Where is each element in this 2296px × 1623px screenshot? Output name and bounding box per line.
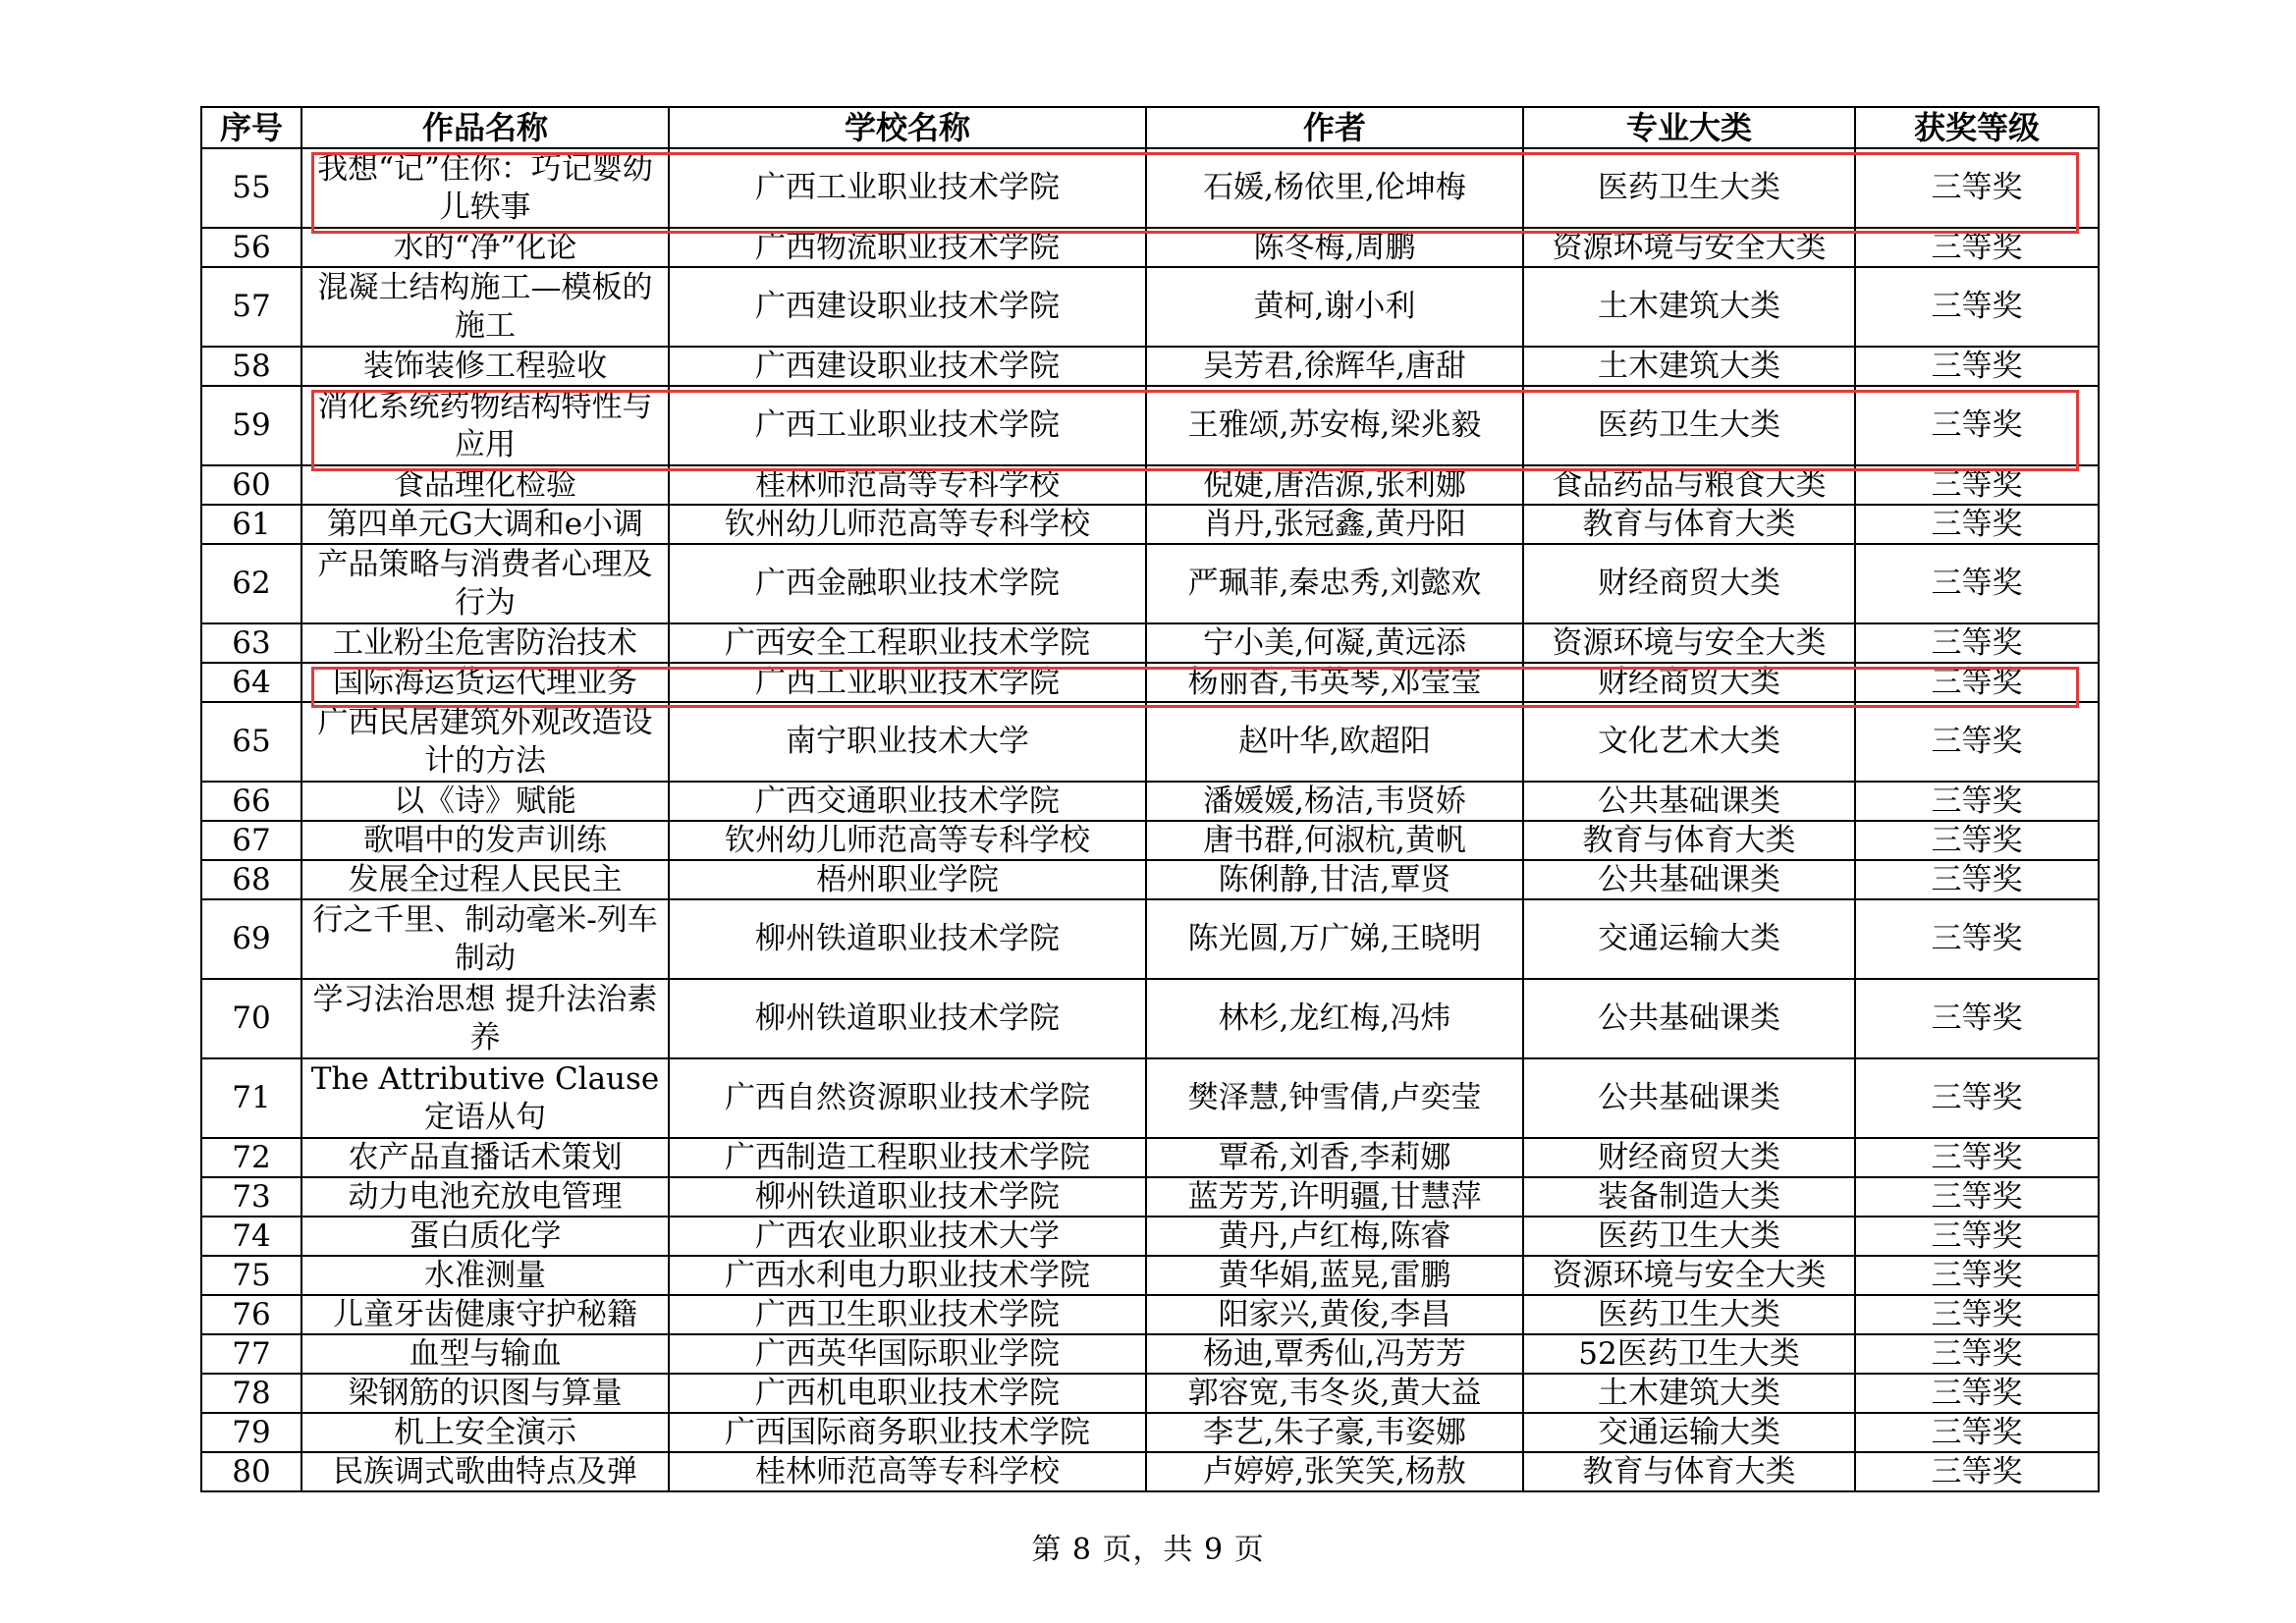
- cell-category: 教育与体育大类: [1523, 1452, 1855, 1491]
- cell-title: 水的“净”化论: [301, 228, 669, 267]
- table-row: [201, 1217, 2099, 1256]
- table-row: [201, 899, 2099, 979]
- cell-authors: 吴芳君,徐辉华,唐甜: [1146, 347, 1523, 386]
- cell-award: 三等奖: [1855, 899, 2099, 979]
- cell-title: 机上安全演示: [301, 1413, 669, 1452]
- cell-no: 58: [201, 347, 301, 386]
- cell-school: 广西建设职业技术学院: [669, 347, 1146, 386]
- cell-award: 三等奖: [1855, 663, 2099, 702]
- cell-authors: 阳家兴,黄俊,李昌: [1146, 1295, 1523, 1334]
- table-row: [201, 1374, 2099, 1413]
- cell-title: The Attributive Clause 定语从句: [301, 1058, 669, 1138]
- cell-title: 行之千里、制动毫米-列车制动: [301, 899, 669, 979]
- cell-title: 以《诗》赋能: [301, 782, 669, 821]
- cell-title: 食品理化检验: [301, 465, 669, 505]
- cell-school: 广西工业职业技术学院: [669, 386, 1146, 465]
- header-school: 学校名称: [669, 107, 1146, 148]
- table-row: [201, 1413, 2099, 1452]
- cell-award: 三等奖: [1855, 1177, 2099, 1217]
- cell-category: 资源环境与安全大类: [1523, 623, 1855, 663]
- cell-title: 歌唱中的发声训练: [301, 821, 669, 860]
- cell-school: 柳州铁道职业技术学院: [669, 1177, 1146, 1217]
- cell-category: 财经商贸大类: [1523, 1138, 1855, 1177]
- cell-authors: 林杉,龙红梅,冯炜: [1146, 979, 1523, 1058]
- header-award: 获奖等级: [1855, 107, 2099, 148]
- cell-no: 74: [201, 1217, 301, 1256]
- table-row: [201, 623, 2099, 663]
- cell-school: 柳州铁道职业技术学院: [669, 899, 1146, 979]
- cell-school: 桂林师范高等专科学校: [669, 1452, 1146, 1491]
- cell-category: 公共基础课类: [1523, 782, 1855, 821]
- cell-no: 64: [201, 663, 301, 702]
- cell-category: 土木建筑大类: [1523, 347, 1855, 386]
- cell-category: 医药卫生大类: [1523, 1295, 1855, 1334]
- cell-school: 桂林师范高等专科学校: [669, 465, 1146, 505]
- cell-title: 梁钢筋的识图与算量: [301, 1374, 669, 1413]
- cell-award: 三等奖: [1855, 702, 2099, 782]
- cell-award: 三等奖: [1855, 623, 2099, 663]
- cell-no: 61: [201, 505, 301, 544]
- cell-title: 水准测量: [301, 1256, 669, 1295]
- cell-title: 动力电池充放电管理: [301, 1177, 669, 1217]
- cell-category: 教育与体育大类: [1523, 821, 1855, 860]
- cell-authors: 陈冬梅,周鹏: [1146, 228, 1523, 267]
- cell-authors: 宁小美,何凝,黄远添: [1146, 623, 1523, 663]
- cell-category: 资源环境与安全大类: [1523, 1256, 1855, 1295]
- table-row: [201, 347, 2099, 386]
- table-row: [201, 1177, 2099, 1217]
- table-header-row: [201, 107, 2099, 148]
- cell-authors: 肖丹,张冠鑫,黄丹阳: [1146, 505, 1523, 544]
- table-row: [201, 544, 2099, 623]
- cell-category: 食品药品与粮食大类: [1523, 465, 1855, 505]
- cell-school: 南宁职业技术大学: [669, 702, 1146, 782]
- cell-no: 59: [201, 386, 301, 465]
- cell-no: 72: [201, 1138, 301, 1177]
- table-row: [201, 1334, 2099, 1374]
- cell-no: 56: [201, 228, 301, 267]
- cell-title: 学习法治思想 提升法治素养: [301, 979, 669, 1058]
- table-row: [201, 702, 2099, 782]
- cell-school: 广西制造工程职业技术学院: [669, 1138, 1146, 1177]
- cell-no: 57: [201, 267, 301, 347]
- cell-school: 广西卫生职业技术学院: [669, 1295, 1146, 1334]
- cell-no: 75: [201, 1256, 301, 1295]
- cell-award: 三等奖: [1855, 386, 2099, 465]
- cell-category: 土木建筑大类: [1523, 267, 1855, 347]
- cell-school: 广西自然资源职业技术学院: [669, 1058, 1146, 1138]
- cell-school: 广西工业职业技术学院: [669, 148, 1146, 228]
- cell-category: 医药卫生大类: [1523, 386, 1855, 465]
- cell-award: 三等奖: [1855, 228, 2099, 267]
- cell-no: 63: [201, 623, 301, 663]
- cell-no: 55: [201, 148, 301, 228]
- cell-category: 财经商贸大类: [1523, 544, 1855, 623]
- cell-authors: 李艺,朱子豪,韦姿娜: [1146, 1413, 1523, 1452]
- header-title: 作品名称: [301, 107, 669, 148]
- cell-category: 公共基础课类: [1523, 860, 1855, 899]
- cell-no: 68: [201, 860, 301, 899]
- cell-title: 装饰装修工程验收: [301, 347, 669, 386]
- cell-no: 76: [201, 1295, 301, 1334]
- cell-title: 儿童牙齿健康守护秘籍: [301, 1295, 669, 1334]
- cell-school: 梧州职业学院: [669, 860, 1146, 899]
- cell-school: 广西国际商务职业技术学院: [669, 1413, 1146, 1452]
- table-row: [201, 267, 2099, 347]
- header-authors: 作者: [1146, 107, 1523, 148]
- cell-title: 发展全过程人民民主: [301, 860, 669, 899]
- cell-category: 土木建筑大类: [1523, 1374, 1855, 1413]
- cell-authors: 蓝芳芳,许明疆,甘慧萍: [1146, 1177, 1523, 1217]
- cell-no: 69: [201, 899, 301, 979]
- table-row: [201, 386, 2099, 465]
- cell-title: 产品策略与消费者心理及行为: [301, 544, 669, 623]
- cell-category: 财经商贸大类: [1523, 663, 1855, 702]
- table-row: [201, 1138, 2099, 1177]
- cell-award: 三等奖: [1855, 1256, 2099, 1295]
- cell-category: 资源环境与安全大类: [1523, 228, 1855, 267]
- cell-authors: 覃希,刘香,李莉娜: [1146, 1138, 1523, 1177]
- cell-category: 教育与体育大类: [1523, 505, 1855, 544]
- cell-category: 医药卫生大类: [1523, 148, 1855, 228]
- cell-category: 公共基础课类: [1523, 979, 1855, 1058]
- cell-no: 60: [201, 465, 301, 505]
- cell-authors: 卢婷婷,张笑笑,杨敖: [1146, 1452, 1523, 1491]
- cell-school: 广西农业职业技术大学: [669, 1217, 1146, 1256]
- cell-authors: 潘媛媛,杨洁,韦贤娇: [1146, 782, 1523, 821]
- cell-category: 交通运输大类: [1523, 899, 1855, 979]
- cell-school: 钦州幼儿师范高等专科学校: [669, 821, 1146, 860]
- cell-title: 血型与输血: [301, 1334, 669, 1374]
- cell-authors: 石媛,杨依里,伦坤梅: [1146, 148, 1523, 228]
- header-no: 序号: [201, 107, 301, 148]
- cell-authors: 樊泽慧,钟雪倩,卢奕莹: [1146, 1058, 1523, 1138]
- header-category: 专业大类: [1523, 107, 1855, 148]
- table-row: [201, 1256, 2099, 1295]
- cell-school: 柳州铁道职业技术学院: [669, 979, 1146, 1058]
- cell-award: 三等奖: [1855, 860, 2099, 899]
- table-row: [201, 860, 2099, 899]
- cell-award: 三等奖: [1855, 782, 2099, 821]
- cell-title: 消化系统药物结构特性与应用: [301, 386, 669, 465]
- cell-award: 三等奖: [1855, 1058, 2099, 1138]
- cell-authors: 倪婕,唐浩源,张利娜: [1146, 465, 1523, 505]
- cell-authors: 杨迪,覃秀仙,冯芳芳: [1146, 1334, 1523, 1374]
- cell-authors: 郭容宽,韦冬炎,黄大益: [1146, 1374, 1523, 1413]
- cell-category: 公共基础课类: [1523, 1058, 1855, 1138]
- table-row: [201, 663, 2099, 702]
- cell-award: 三等奖: [1855, 1334, 2099, 1374]
- cell-authors: 赵叶华,欧超阳: [1146, 702, 1523, 782]
- cell-award: 三等奖: [1855, 1413, 2099, 1452]
- cell-award: 三等奖: [1855, 1452, 2099, 1491]
- cell-authors: 黄华娟,蓝晃,雷鹏: [1146, 1256, 1523, 1295]
- cell-school: 广西交通职业技术学院: [669, 782, 1146, 821]
- cell-award: 三等奖: [1855, 148, 2099, 228]
- cell-title: 广西民居建筑外观改造设计的方法: [301, 702, 669, 782]
- table-row: [201, 979, 2099, 1058]
- cell-authors: 杨丽香,韦英琴,邓莹莹: [1146, 663, 1523, 702]
- cell-authors: 陈光圆,万广娣,王晓明: [1146, 899, 1523, 979]
- cell-category: 交通运输大类: [1523, 1413, 1855, 1452]
- table-row: [201, 821, 2099, 860]
- cell-category: 52医药卫生大类: [1523, 1334, 1855, 1374]
- cell-award: 三等奖: [1855, 979, 2099, 1058]
- cell-title: 我想“记”住你：巧记婴幼儿轶事: [301, 148, 669, 228]
- cell-no: 71: [201, 1058, 301, 1138]
- cell-category: 装备制造大类: [1523, 1177, 1855, 1217]
- cell-award: 三等奖: [1855, 1217, 2099, 1256]
- table-row: [201, 1452, 2099, 1491]
- cell-title: 混凝土结构施工—模板的施工: [301, 267, 669, 347]
- cell-category: 文化艺术大类: [1523, 702, 1855, 782]
- table-row: [201, 505, 2099, 544]
- cell-no: 78: [201, 1374, 301, 1413]
- cell-authors: 黄柯,谢小利: [1146, 267, 1523, 347]
- cell-no: 67: [201, 821, 301, 860]
- award-table: [200, 106, 2100, 1492]
- cell-category: 医药卫生大类: [1523, 1217, 1855, 1256]
- table-row: [201, 148, 2099, 228]
- cell-title: 第四单元G大调和e小调: [301, 505, 669, 544]
- cell-no: 73: [201, 1177, 301, 1217]
- cell-no: 79: [201, 1413, 301, 1452]
- cell-award: 三等奖: [1855, 821, 2099, 860]
- table-row: [201, 1058, 2099, 1138]
- cell-school: 广西安全工程职业技术学院: [669, 623, 1146, 663]
- cell-authors: 黄丹,卢红梅,陈睿: [1146, 1217, 1523, 1256]
- cell-title: 国际海运货运代理业务: [301, 663, 669, 702]
- cell-title: 民族调式歌曲特点及弹: [301, 1452, 669, 1491]
- cell-award: 三等奖: [1855, 1295, 2099, 1334]
- cell-authors: 严珮菲,秦忠秀,刘懿欢: [1146, 544, 1523, 623]
- table-row: [201, 1295, 2099, 1334]
- cell-title: 蛋白质化学: [301, 1217, 669, 1256]
- cell-no: 66: [201, 782, 301, 821]
- cell-award: 三等奖: [1855, 347, 2099, 386]
- cell-award: 三等奖: [1855, 267, 2099, 347]
- cell-school: 广西金融职业技术学院: [669, 544, 1146, 623]
- cell-award: 三等奖: [1855, 1138, 2099, 1177]
- cell-no: 62: [201, 544, 301, 623]
- cell-school: 广西英华国际职业学院: [669, 1334, 1146, 1374]
- table-row: [201, 782, 2099, 821]
- cell-no: 65: [201, 702, 301, 782]
- cell-school: 广西建设职业技术学院: [669, 267, 1146, 347]
- cell-no: 77: [201, 1334, 301, 1374]
- cell-title: 工业粉尘危害防治技术: [301, 623, 669, 663]
- cell-award: 三等奖: [1855, 505, 2099, 544]
- cell-school: 广西物流职业技术学院: [669, 228, 1146, 267]
- cell-award: 三等奖: [1855, 465, 2099, 505]
- cell-award: 三等奖: [1855, 544, 2099, 623]
- cell-school: 钦州幼儿师范高等专科学校: [669, 505, 1146, 544]
- page-footer: 第 8 页，共 9 页: [1031, 1533, 1265, 1567]
- table-row: [201, 228, 2099, 267]
- cell-no: 70: [201, 979, 301, 1058]
- table-row: [201, 465, 2099, 505]
- table-body: [201, 148, 2099, 1491]
- cell-authors: 唐书群,何淑杭,黄帆: [1146, 821, 1523, 860]
- cell-no: 80: [201, 1452, 301, 1491]
- cell-authors: 陈俐静,甘洁,覃贤: [1146, 860, 1523, 899]
- cell-school: 广西水利电力职业技术学院: [669, 1256, 1146, 1295]
- cell-school: 广西机电职业技术学院: [669, 1374, 1146, 1413]
- cell-school: 广西工业职业技术学院: [669, 663, 1146, 702]
- cell-authors: 王雅颂,苏安梅,梁兆毅: [1146, 386, 1523, 465]
- cell-title: 农产品直播话术策划: [301, 1138, 669, 1177]
- cell-award: 三等奖: [1855, 1374, 2099, 1413]
